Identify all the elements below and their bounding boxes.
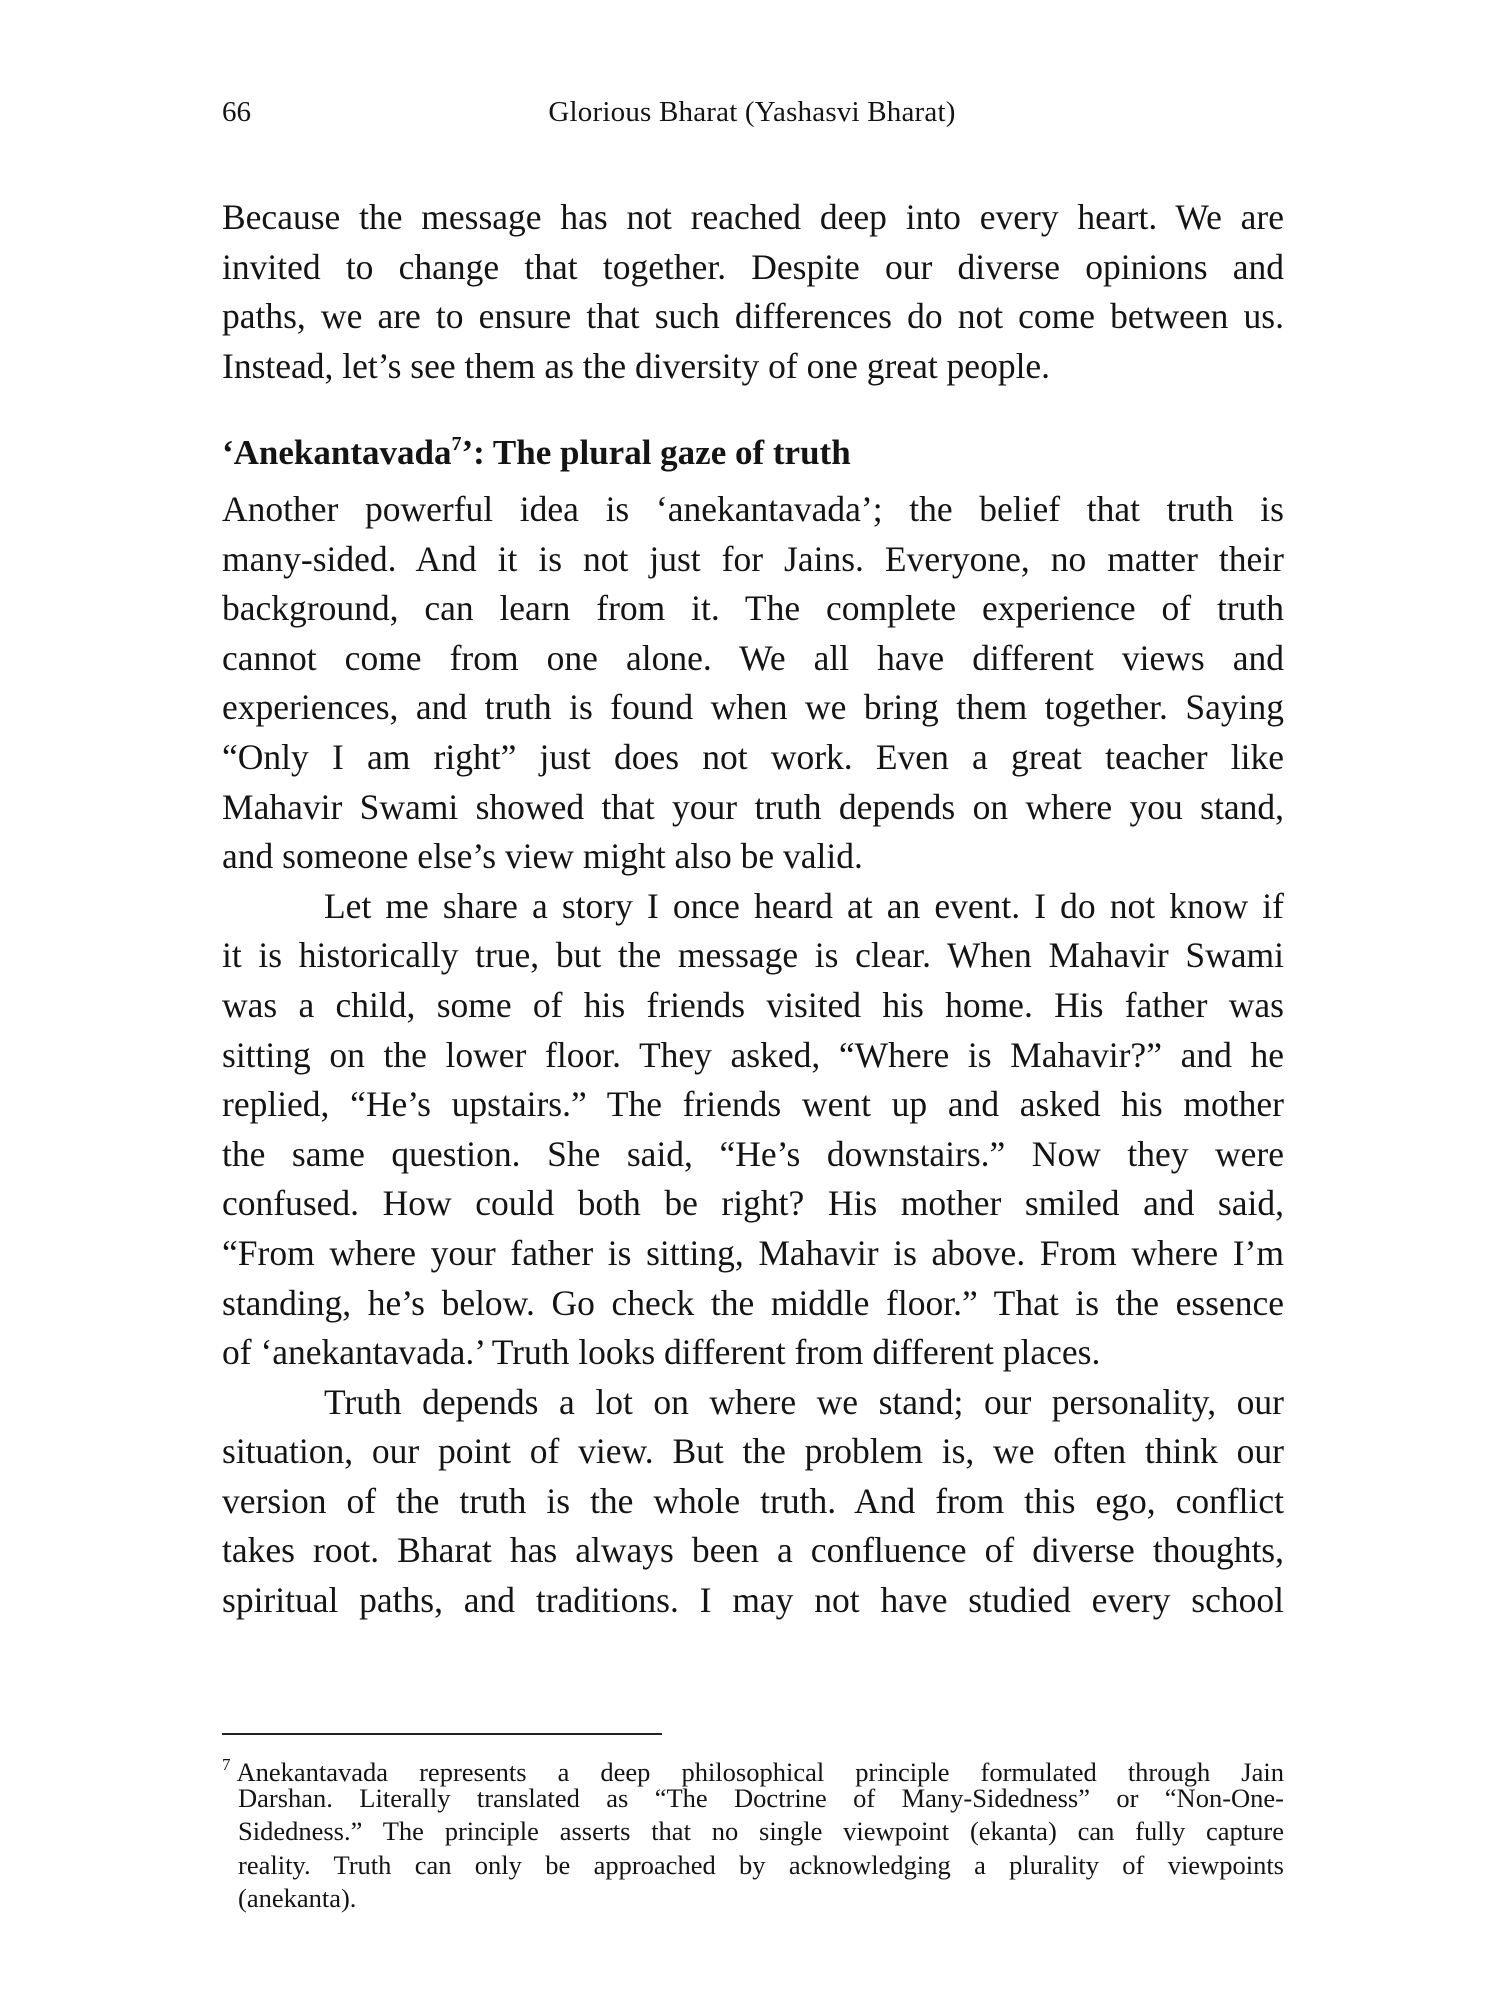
- footnote: [222, 1748, 1284, 1916]
- text-line: of ‘anekantavada.’ Truth looks different from different places.: [222, 1332, 1101, 1373]
- footnote-marker: 7: [222, 1755, 231, 1774]
- running-head: [222, 92, 1282, 132]
- section-heading: [222, 420, 851, 477]
- page-number: 66: [222, 96, 251, 128]
- text-line: cannot come from one alone. We all have different views and: [222, 637, 1284, 678]
- text-line: invited to change that together. Despite our diverse opinions and: [222, 246, 1284, 287]
- footnote-reference[interactable]: 7: [451, 433, 462, 455]
- text-line: Let me share a story I once heard at an event. I do not know if: [324, 885, 1284, 926]
- footnote-line: Sidedness.” The principle asserts that no single viewpoint (ekanta) can fully capture: [238, 1816, 1284, 1846]
- footnote-line: [222, 1748, 1284, 1787]
- text-line: confused. How could both be right? His mother smiled and said,: [222, 1183, 1284, 1224]
- text-line: many-sided. And it is not just for Jains. Everyone, no matter their: [222, 538, 1284, 579]
- section-body: [222, 485, 1284, 1626]
- section-heading-term: ‘Anekantavada: [222, 433, 452, 472]
- text-line: takes root. Bharat has always been a confluence of diverse thoughts,: [222, 1530, 1284, 1571]
- text-line: Mahavir Swami showed that your truth depends on where you stand,: [222, 786, 1284, 827]
- text-line: Truth depends a lot on where we stand; our personality, our: [324, 1381, 1284, 1422]
- footnote-divider: [222, 1733, 662, 1735]
- text-line: Instead, let’s see them as the diversity of one great people.: [222, 345, 1051, 386]
- opening-paragraph: [222, 193, 1284, 391]
- text-line: experiences, and truth is found when we bring them together. Saying: [222, 687, 1284, 728]
- text-line: replied, “He’s upstairs.” The friends went up and asked his mother: [222, 1084, 1284, 1125]
- footnote-line: (anekanta).: [238, 1883, 357, 1913]
- text-line: Because the message has not reached deep into every heart. We are: [222, 197, 1284, 237]
- text-line: standing, he’s below. Go check the middle floor.” That is the essence: [222, 1282, 1284, 1323]
- text-line: “Only I am right” just does not work. Even a great teacher like: [222, 736, 1284, 777]
- text-line: “From where your father is sitting, Mahavir is above. From where I’m: [222, 1232, 1284, 1273]
- running-title: Glorious Bharat (Yashasvi Bharat): [548, 96, 956, 128]
- text-line: background, can learn from it. The complete experience of truth: [222, 588, 1284, 629]
- footnote-line: reality. Truth can only be approached by acknowledging a plurality of viewpoints: [238, 1849, 1284, 1880]
- text-line: it is historically true, but the message is clear. When Mahavir Swami: [222, 935, 1284, 976]
- text-line: was a child, some of his friends visited his home. His father was: [222, 984, 1284, 1025]
- text-line: version of the truth is the whole truth. And from this ego, conflict: [222, 1480, 1284, 1521]
- section-heading-title: ’: The plural gaze of truth: [461, 433, 851, 472]
- text-line: Another powerful idea is ‘anekantavada’; the belief that truth is: [222, 489, 1284, 529]
- text-line: sitting on the lower floor. They asked, “Where is Mahavir?” and he: [222, 1034, 1284, 1075]
- footnote-line-text: Anekantavada represents a deep philosophical principle formulated through Jain: [236, 1757, 1284, 1787]
- text-line: paths, we are to ensure that such differences do not come between us.: [222, 296, 1284, 337]
- text-line: the same question. She said, “He’s downstairs.” Now they were: [222, 1133, 1284, 1174]
- text-line: spiritual paths, and traditions. I may not have studied every school: [222, 1580, 1284, 1621]
- text-line: situation, our point of view. But the problem is, we often think our: [222, 1431, 1284, 1472]
- text-line: and someone else’s view might also be valid.: [222, 836, 863, 877]
- footnote-line: Darshan. Literally translated as “The Doctrine of Many-Sidedness” or “Non-One-: [238, 1782, 1284, 1813]
